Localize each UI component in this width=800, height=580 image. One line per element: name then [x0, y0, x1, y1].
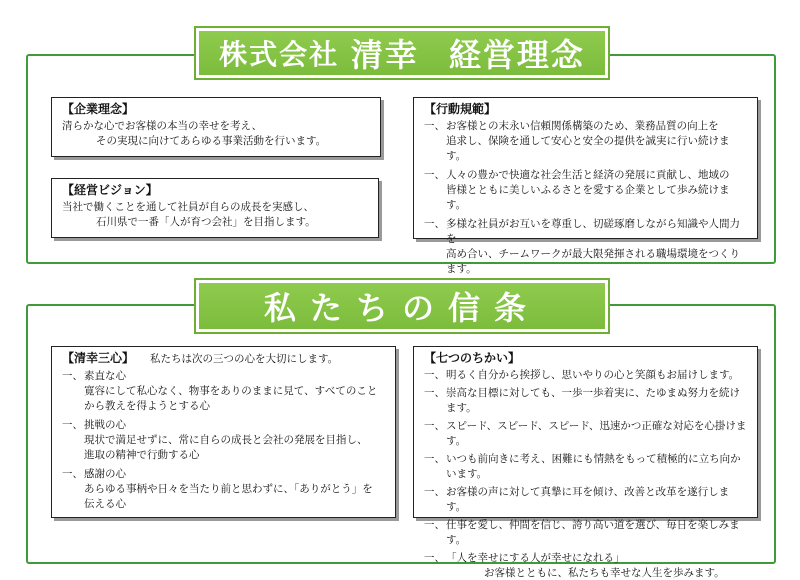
vow-text: お客様の声に対して真摯に耳を傾け、改善と改革を遂行します。: [446, 485, 747, 514]
vow-text: 仕事を愛し、仲間を信じ、誇り高い道を選び、毎日を楽しみます。: [446, 518, 747, 547]
heart-title: 感謝の心: [84, 467, 385, 482]
conduct-bullet: 一、: [424, 119, 446, 164]
heart-bullet: 一、: [62, 369, 84, 384]
vow-bullet: 一、: [424, 386, 446, 415]
heart-bullet: 一、: [62, 418, 84, 433]
banner-philosophy-title: 経営理念: [449, 30, 585, 76]
code-of-conduct-box: [413, 97, 758, 239]
vision-box: [51, 178, 379, 238]
three-hearts-header: [62, 351, 385, 367]
heart-item: [62, 467, 385, 482]
vow-item: [424, 386, 747, 415]
heart-line1: 寛容にして私心なく、物事をありのままに見て、すべてのこと: [62, 384, 385, 399]
conduct-item: [424, 119, 747, 164]
conduct-item: [424, 217, 747, 277]
conduct-item-line1: 多様な社員がお互いを尊重し、切磋琢磨しながら知識や人間力を: [446, 217, 747, 247]
heart-line1: 現状で満足せずに、常に自らの成長と会社の発展を目指し、: [62, 433, 385, 448]
conduct-item-line1: お客様との末永い信頼関係構築のため、業務品質の向上を: [446, 119, 747, 134]
banner-creed-title: 私たちの信条: [264, 283, 540, 329]
heart-title: 挑戦の心: [84, 418, 385, 433]
corporate-philosophy-heading: 【企業理念】: [62, 102, 370, 117]
conduct-bullet: 一、: [424, 168, 446, 213]
heart-line1: あらゆる事柄や日々を当たり前と思わずに、「ありがとう」を: [62, 482, 385, 497]
seven-vows-heading: 【七つのちかい】: [424, 351, 747, 366]
conduct-item: [424, 168, 747, 213]
vow-text: スピード、スピード、スピード、迅速かつ正確な対応を心掛けます。: [446, 419, 747, 448]
conduct-item-line1: 人々の豊かで快適な社会生活と経済の発展に貢献し、地域の: [446, 168, 747, 183]
heart-title: 素直な心: [84, 369, 385, 384]
heart-line2: 進取の精神で行動する心: [62, 448, 385, 463]
management-philosophy-banner: [196, 28, 608, 78]
vision-line2: 石川県で一番「人が育つ会社」を目指します。: [62, 215, 368, 230]
vow-bullet: 一、: [424, 452, 446, 481]
conduct-item-line2: 追求し、保険を通して安心と安全の提供を誠実に行い続けます。: [446, 134, 747, 164]
seven-vows-box: [413, 346, 758, 518]
vow-item: [424, 551, 747, 566]
vow-text: 明るく自分から挨拶し、思いやりの心と笑顔もお届けします。: [446, 368, 747, 383]
vow-text: 崇高な目標に対しても、一歩一歩着実に、たゆまぬ努力を続けます。: [446, 386, 747, 415]
corporate-philosophy-line2: その実現に向けてあらゆる事業活動を行います。: [62, 134, 370, 149]
vision-heading: 【経営ビジョン】: [62, 183, 368, 198]
vow-text: 「人を幸せにする人が幸せになれる」: [446, 551, 747, 566]
conduct-bullet: 一、: [424, 217, 446, 277]
heart-line2: から教えを得ようとする心: [62, 399, 385, 414]
our-creed-banner: [196, 280, 608, 332]
vow-closing: お客様とともに、私たちも幸せな人生を歩みます。: [424, 566, 747, 580]
heart-item: [62, 369, 385, 384]
vow-bullet: 一、: [424, 518, 446, 547]
vow-bullet: 一、: [424, 368, 446, 383]
three-hearts-box: [51, 346, 396, 518]
three-hearts-lead: 私たちは次の三つの心を大切にします。: [150, 352, 338, 367]
vision-line1: 当社で働くことを通して社員が自らの成長を実感し、: [62, 200, 368, 215]
corporate-philosophy-box: [51, 97, 381, 157]
vow-item: [424, 518, 747, 547]
conduct-item-line2: 高め合い、チームワークが最大限発揮される職場環境をつくります。: [446, 247, 747, 277]
vow-bullet: 一、: [424, 485, 446, 514]
three-hearts-heading: 【清幸三心】: [62, 351, 134, 366]
conduct-item-line2: 皆様とともに美しいふるさとを愛する企業として歩み続けます。: [446, 183, 747, 213]
vow-item: [424, 485, 747, 514]
vow-item: [424, 452, 747, 481]
vow-item: [424, 419, 747, 448]
vow-text: いつも前向きに考え、困難にも情熱をもって積極的に立ち向かいます。: [446, 452, 747, 481]
corporate-philosophy-line1: 清らかな心でお客様の本当の幸せを考え、: [62, 119, 370, 134]
banner-company-name: 清幸: [351, 30, 419, 76]
heart-line2: 伝える心: [62, 497, 385, 512]
vow-item: [424, 368, 747, 383]
vow-bullet: 一、: [424, 419, 446, 448]
banner-company-type: 株式会社: [219, 33, 339, 73]
vow-bullet: 一、: [424, 551, 446, 566]
conduct-heading: 【行動規範】: [424, 102, 747, 117]
heart-item: [62, 418, 385, 433]
heart-bullet: 一、: [62, 467, 84, 482]
